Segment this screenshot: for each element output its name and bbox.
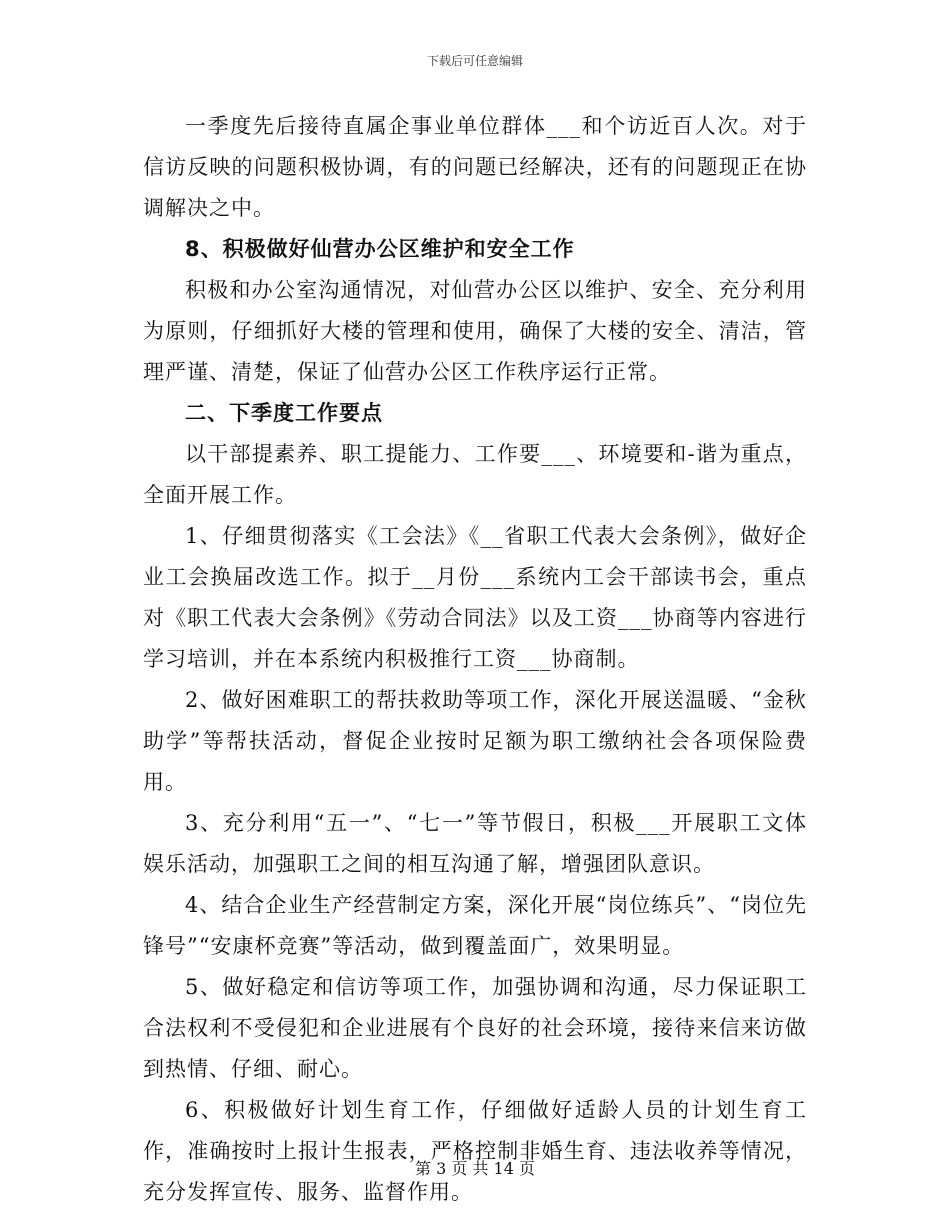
page-header-note: 下载后可任意编辑: [426, 54, 523, 68]
paragraph-point-2: 2、做好困难职工的帮扶救助等项工作，深化开展送温暖、“金秋助学”等帮扶活动，督促企业按时足额为职工缴纳社会各项保险费用。: [143, 688, 807, 794]
paragraph-next-quarter-intro: 以干部提素养、职工提能力、工作要___、环境要和-谐为重点，全面开展工作。: [143, 442, 807, 507]
paragraph-visits: 一季度先后接待直属企事业单位群体___和个访近百人次。对于信访反映的问题积极协调，有的问题已经解决，还有的问题现正在协调解决之中。: [143, 114, 807, 220]
paragraph-point-1: 1、仔细贯彻落实《工会法》《__省职工代表大会条例》，做好企业工会换届改选工作。拟于__月份___系统内工会干部读书会，重点对《职工代表大会条例》《劳动合同法》以及工资___协商等内容进行学习培训，并在本系统内积极推行工资___协商制。: [143, 524, 807, 671]
page-number: 第 3 页 共 14 页: [415, 1159, 535, 1178]
paragraph-point-5: 5、做好稳定和信访等项工作，加强协调和沟通，尽力保证职工合法权利不受侵犯和企业进展有个良好的社会环境，接待来信来访做到热情、仔细、耐心。: [143, 975, 807, 1081]
heading-item-8: 8、积极做好仙营办公区维护和安全工作: [185, 237, 575, 261]
paragraph-point-6: 6、积极做好计划生育工作，仔细做好适龄人员的计划生育工作，准确按时上报计生报表，严格控制非婚生育、违法收养等情况，充分发挥宣传、服务、监督作用。: [143, 1098, 807, 1204]
paragraph-point-4: 4、结合企业生产经营制定方案，深化开展“岗位练兵”、“岗位先锋号”“安康杯竞赛”等活动，做到覆盖面广，效果明显。: [143, 893, 807, 958]
document-body: [143, 106, 807, 1213]
heading-next-quarter: 二、下季度工作要点: [185, 401, 383, 425]
paragraph-office-maintenance: 积极和办公室沟通情况，对仙营办公区以维护、安全、充分利用为原则，仔细抓好大楼的管理和使用，确保了大楼的安全、清洁，管理严谨、清楚，保证了仙营办公区工作秩序运行正常。: [143, 278, 807, 384]
paragraph-point-3: 3、充分利用“五一”、“七一”等节假日，积极___开展职工文体娱乐活动，加强职工之间的相互沟通了解，增强团队意识。: [143, 811, 807, 876]
